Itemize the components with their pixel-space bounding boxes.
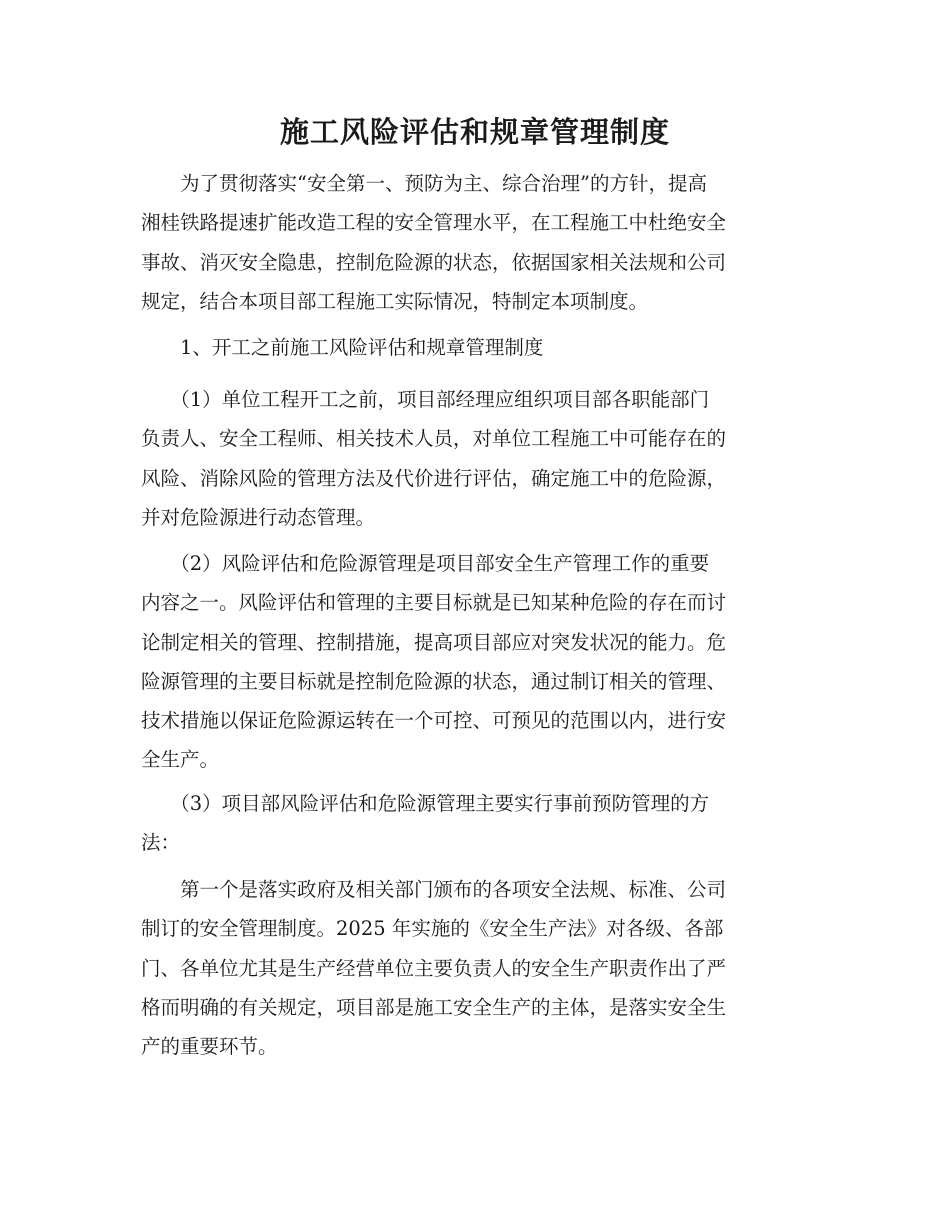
- intro-paragraph: 为了贯彻落实“安全第一、预防为主、综合治理”的方针，提高 湘桂铁路提速扩能改造工程的安全管理水平，在工程施工中杜绝安全 事故、消灭安全隐患，控制危险源的状态，依据国家相关法规和公司 规定，结合本项目部工程施工实际情况，特制定本项制度。: [141, 172, 727, 313]
- item-1-paragraph: （1）单位工程开工之前，项目部经理应组织项目部各职能部门 负责人、安全工程师、相关技术人员，对单位工程施工中可能存在的 风险、消除风险的管理方法及代价进行评估，确定施工中的危险源， 并对危险源进行动态管理。: [141, 388, 727, 529]
- item-3-paragraph: （3）项目部风险评估和危险源管理主要实行事前预防管理的方 法：: [141, 792, 710, 855]
- section-1-heading: 1、开工之前施工风险评估和规章管理制度: [141, 336, 544, 359]
- first-measure-paragraph: 第一个是落实政府及相关部门颁布的各项安全法规、标准、公司 制订的安全管理制度。2025 年实施的《安全生产法》对各级、各部 门、各单位尤其是生产经营单位主要负责人的安全生产职责作出了严 格而明确的有关规定，项目部是施工安全生产的主体，是落实安全生 产的重要环节。: [141, 878, 727, 1059]
- item-2-paragraph: （2）风险评估和危险源管理是项目部安全生产管理工作的重要 内容之一。风险评估和管理的主要目标就是已知某种危险的存在而讨 论制定相关的管理、控制措施，提高项目部应对突发状况的能力。危 险源管理的主要目标就是控制危险源的状态，通过制订相关的管理、 技术措施以保证危险源运转在一个可控、可预见的范围以内，进行安 全生产。: [141, 552, 727, 772]
- document-title: 施工风险评估和规章管理制度: [279, 115, 670, 149]
